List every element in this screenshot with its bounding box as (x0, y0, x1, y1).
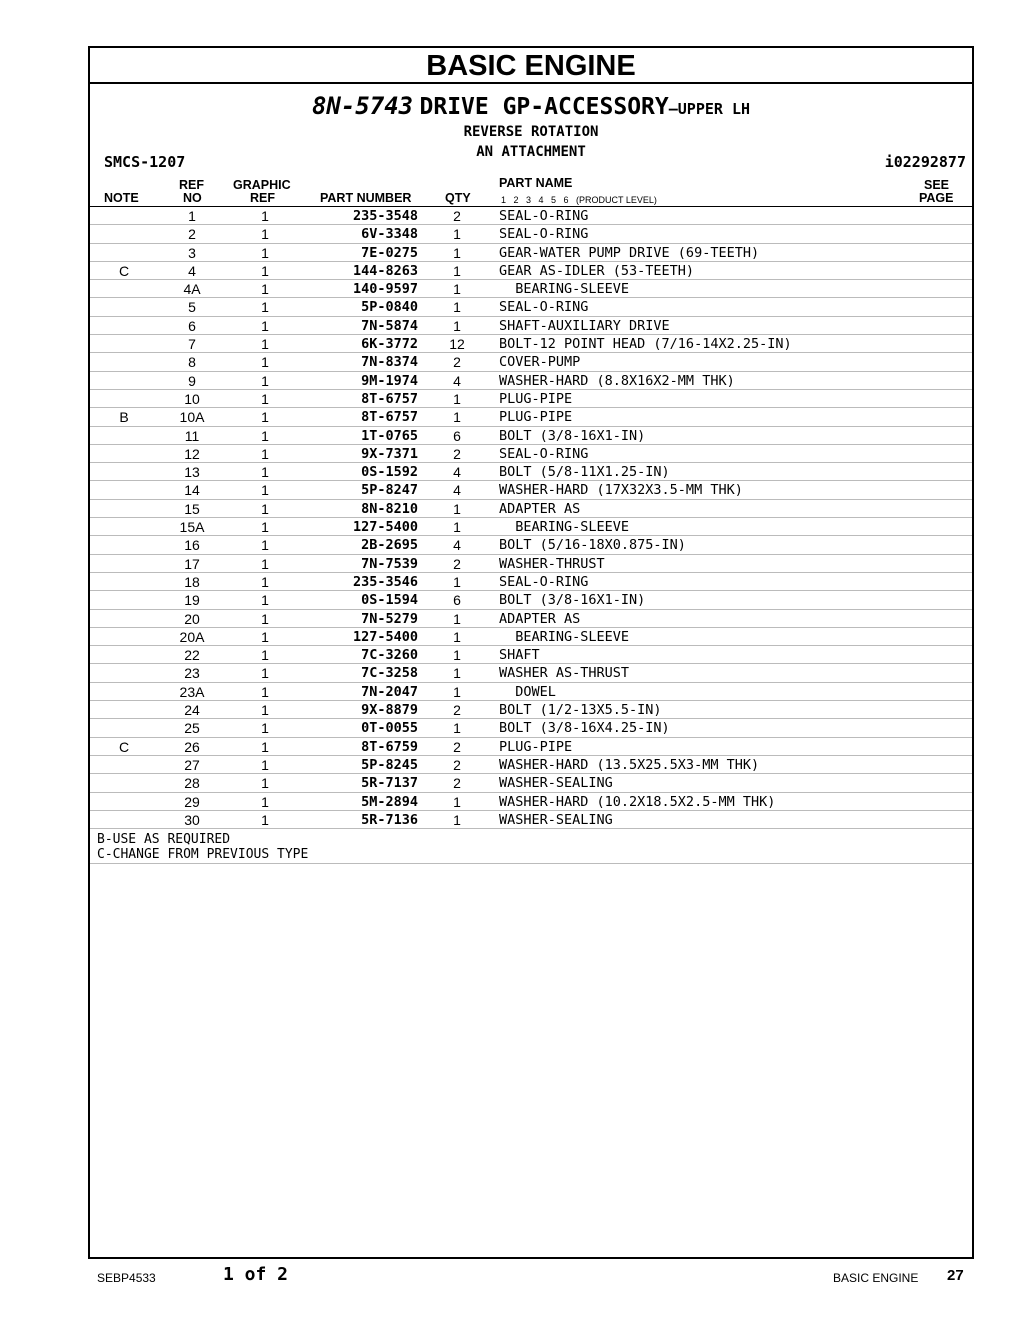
cell-qty: 1 (453, 610, 461, 627)
cell-ref-no: 9 (188, 372, 196, 389)
cell-graphic-ref: 1 (261, 519, 269, 536)
cell-part-name: SEAL-O-RING (499, 445, 589, 462)
cell-part-name: WASHER-THRUST (499, 555, 605, 572)
cell-graphic-ref: 1 (261, 208, 269, 224)
cell-part-name: PLUG-PIPE (499, 738, 573, 755)
cell-part-name: SEAL-O-RING (499, 226, 589, 243)
table-row (90, 298, 972, 316)
group-line-3: AN ATTACHMENT (476, 144, 586, 160)
cell-note: C (118, 262, 130, 279)
cell-qty: 1 (453, 720, 461, 737)
cell-part-number: 9X-8879 (361, 702, 418, 719)
group-name: DRIVE GP-ACCESSORY (419, 94, 669, 120)
cell-ref-no: 23A (179, 683, 205, 700)
cell-part-name: WASHER-HARD (13.5X25.5X3-MM THK) (499, 756, 760, 773)
cell-graphic-ref: 1 (261, 244, 269, 261)
cell-qty: 1 (453, 519, 461, 536)
cell-ref-no: 3 (188, 244, 196, 261)
cell-qty: 4 (453, 372, 461, 389)
cell-ref-no: 18 (184, 573, 200, 590)
cell-part-number: 6V-3348 (361, 226, 418, 243)
table-row (90, 335, 972, 353)
cell-qty: 4 (453, 537, 461, 554)
cell-graphic-ref: 1 (261, 464, 269, 481)
cell-part-number: 5P-0840 (361, 299, 418, 316)
cell-qty: 2 (453, 702, 461, 719)
table-row (90, 445, 972, 463)
cell-graphic-ref: 1 (261, 482, 269, 499)
table-row (90, 738, 972, 756)
col-see-page-2: PAGE (919, 191, 954, 205)
cell-ref-no: 10A (179, 409, 205, 426)
table-row (90, 427, 972, 445)
cell-qty: 4 (453, 464, 461, 481)
cell-part-name: SHAFT (499, 647, 540, 664)
cell-ref-no: 1 (188, 208, 196, 224)
cell-graphic-ref: 1 (261, 299, 269, 316)
cell-part-name: BOLT (3/8-16X1-IN) (499, 427, 646, 444)
cell-qty: 1 (453, 628, 461, 645)
table-row (90, 555, 972, 573)
cell-ref-no: 15 (184, 500, 200, 517)
cell-ref-no: 6 (188, 317, 196, 334)
cell-ref-no: 29 (184, 793, 200, 810)
cell-part-number: 7E-0275 (361, 244, 418, 261)
cell-qty: 1 (453, 647, 461, 664)
cell-part-number: 6K-3772 (361, 336, 418, 353)
cell-ref-no: 28 (184, 775, 200, 792)
cell-graphic-ref: 1 (261, 592, 269, 609)
section-title: BASIC ENGINE (90, 48, 972, 84)
table-row (90, 481, 972, 499)
table-row (90, 573, 972, 591)
cell-qty: 4 (453, 482, 461, 499)
cell-ref-no: 14 (184, 482, 200, 499)
cell-graphic-ref: 1 (261, 336, 269, 353)
cell-part-name: BOLT-12 POINT HEAD (7/16-14X2.25-IN) (499, 336, 792, 353)
cell-graphic-ref: 1 (261, 354, 269, 371)
cell-ref-no: 4A (183, 281, 201, 298)
notes-block (90, 829, 972, 864)
table-row (90, 280, 972, 298)
table-row (90, 664, 972, 682)
cell-qty: 1 (453, 665, 461, 682)
cell-graphic-ref: 1 (261, 226, 269, 243)
cell-qty: 2 (453, 445, 461, 462)
cell-part-name: BOLT (5/16-18X0.875-IN) (499, 537, 686, 554)
cell-qty: 1 (453, 244, 461, 261)
cell-qty: 1 (453, 683, 461, 700)
cell-part-number: 7C-3260 (361, 647, 418, 664)
document-ident: i02292877 (884, 153, 966, 171)
cell-part-name: GEAR-WATER PUMP DRIVE (69-TEETH) (499, 244, 760, 261)
note-b: B-USE AS REQUIRED (97, 832, 231, 848)
cell-part-number: 8N-8210 (361, 500, 418, 517)
table-row (90, 610, 972, 628)
table-row (90, 811, 972, 829)
table-row (90, 518, 972, 536)
cell-part-name: PLUG-PIPE (499, 409, 573, 426)
cell-part-name: SEAL-O-RING (499, 208, 589, 224)
table-row (90, 463, 972, 481)
col-ref-no-1: REF (179, 178, 204, 192)
cell-ref-no: 5 (188, 299, 196, 316)
cell-part-number: 5R-7137 (361, 775, 418, 792)
cell-part-number: 8T-6757 (361, 390, 418, 407)
col-graphic-ref-1: GRAPHIC (233, 178, 291, 192)
cell-part-number: 0S-1592 (361, 464, 418, 481)
table-row (90, 408, 972, 426)
cell-ref-no: 13 (184, 464, 200, 481)
col-part-name: PART NAME (499, 176, 573, 190)
col-part-number: PART NUMBER (320, 191, 412, 205)
table-row (90, 536, 972, 554)
table-row (90, 372, 972, 390)
cell-part-name: BEARING-SLEEVE (499, 519, 630, 536)
table-row (90, 774, 972, 792)
footer-page-number: 27 (947, 1267, 964, 1284)
cell-part-name: BEARING-SLEEVE (499, 281, 630, 298)
cell-qty: 2 (453, 738, 461, 755)
table-row (90, 207, 972, 225)
cell-part-name: PLUG-PIPE (499, 390, 573, 407)
cell-ref-no: 16 (184, 537, 200, 554)
cell-part-name: BOLT (3/8-16X4.25-IN) (499, 720, 670, 737)
cell-part-number: 140-9597 (352, 281, 418, 298)
cell-ref-no: 27 (184, 756, 200, 773)
cell-qty: 6 (453, 427, 461, 444)
smcs-row (90, 150, 972, 176)
cell-ref-no: 20A (179, 628, 205, 645)
table-row (90, 646, 972, 664)
cell-part-name: WASHER-SEALING (499, 775, 613, 792)
cell-part-number: 5R-7136 (361, 811, 418, 828)
cell-part-name: BOLT (5/8-11X1.25-IN) (499, 464, 670, 481)
col-graphic-ref-2: REF (250, 191, 275, 205)
group-part-number: 8N-5743 (311, 92, 414, 120)
col-qty: QTY (445, 191, 471, 205)
cell-part-name: ADAPTER AS (499, 610, 581, 627)
cell-qty: 1 (453, 573, 461, 590)
cell-part-number: 9X-7371 (361, 445, 418, 462)
group-subname: —UPPER LH (668, 100, 751, 118)
group-title (90, 84, 972, 122)
table-row (90, 719, 972, 737)
cell-ref-no: 4 (188, 262, 196, 279)
cell-graphic-ref: 1 (261, 756, 269, 773)
page-footer (0, 1262, 1020, 1288)
cell-graphic-ref: 1 (261, 445, 269, 462)
cell-qty: 1 (453, 317, 461, 334)
cell-ref-no: 25 (184, 720, 200, 737)
cell-graphic-ref: 1 (261, 683, 269, 700)
cell-part-name: WASHER-SEALING (499, 811, 613, 828)
cell-graphic-ref: 1 (261, 390, 269, 407)
parts-list (90, 207, 972, 829)
cell-ref-no: 7 (188, 336, 196, 353)
cell-graphic-ref: 1 (261, 427, 269, 444)
cell-graphic-ref: 1 (261, 793, 269, 810)
cell-qty: 1 (453, 281, 461, 298)
cell-qty: 1 (453, 811, 461, 828)
cell-part-number: 235-3546 (352, 573, 418, 590)
cell-qty: 1 (453, 262, 461, 279)
cell-part-number: 2B-2695 (361, 537, 418, 554)
cell-part-name: ADAPTER AS (499, 500, 581, 517)
cell-qty: 2 (453, 775, 461, 792)
cell-qty: 12 (449, 336, 465, 353)
cell-part-number: 7N-5874 (361, 317, 418, 334)
cell-part-number: 7N-5279 (361, 610, 418, 627)
cell-graphic-ref: 1 (261, 573, 269, 590)
cell-part-number: 9M-1974 (361, 372, 418, 389)
cell-part-number: 0T-0055 (361, 720, 418, 737)
cell-qty: 1 (453, 500, 461, 517)
cell-graphic-ref: 1 (261, 665, 269, 682)
parts-sheet (88, 46, 974, 1259)
table-row (90, 225, 972, 243)
cell-ref-no: 19 (184, 592, 200, 609)
cell-graphic-ref: 1 (261, 262, 269, 279)
cell-qty: 2 (453, 756, 461, 773)
table-row (90, 317, 972, 335)
col-note: NOTE (104, 191, 139, 205)
table-row (90, 701, 972, 719)
footer-doc-id: SEBP4533 (97, 1271, 156, 1285)
smcs-code: SMCS-1207 (104, 153, 186, 171)
cell-part-name: SEAL-O-RING (499, 573, 589, 590)
cell-graphic-ref: 1 (261, 537, 269, 554)
table-row (90, 353, 972, 371)
cell-graphic-ref: 1 (261, 409, 269, 426)
cell-part-number: 127-5400 (352, 519, 418, 536)
cell-part-name: BEARING-SLEEVE (499, 628, 630, 645)
cell-part-name: BOLT (3/8-16X1-IN) (499, 592, 646, 609)
cell-qty: 1 (453, 409, 461, 426)
cell-note: B (119, 409, 129, 426)
cell-part-name: COVER-PUMP (499, 354, 581, 371)
cell-ref-no: 2 (188, 226, 196, 243)
cell-part-number: 127-5400 (352, 628, 418, 645)
cell-part-number: 5P-8247 (361, 482, 418, 499)
cell-graphic-ref: 1 (261, 775, 269, 792)
cell-part-number: 7N-8374 (361, 354, 418, 371)
cell-ref-no: 12 (184, 445, 200, 462)
cell-part-number: 5P-8245 (361, 756, 418, 773)
cell-part-number: 7N-2047 (361, 683, 418, 700)
col-product-levels: 1 2 3 4 5 6 (PRODUCT LEVEL) (501, 195, 657, 205)
group-header (90, 84, 972, 160)
table-row (90, 591, 972, 609)
cell-part-name: SEAL-O-RING (499, 299, 589, 316)
cell-qty: 1 (453, 299, 461, 316)
table-row (90, 756, 972, 774)
cell-part-number: 144-8263 (352, 262, 418, 279)
cell-ref-no: 15A (179, 519, 205, 536)
col-see-page-1: SEE (924, 178, 950, 192)
cell-qty: 2 (453, 354, 461, 371)
cell-part-number: 235-3548 (352, 208, 418, 224)
cell-part-name: SHAFT-AUXILIARY DRIVE (499, 317, 670, 334)
cell-qty: 2 (453, 555, 461, 572)
cell-part-number: 1T-0765 (361, 427, 418, 444)
cell-part-name: GEAR AS-IDLER (53-TEETH) (499, 262, 695, 279)
table-row (90, 683, 972, 701)
table-row (90, 500, 972, 518)
cell-part-number: 0S-1594 (361, 592, 418, 609)
cell-qty: 2 (453, 208, 461, 224)
cell-graphic-ref: 1 (261, 647, 269, 664)
cell-part-name: WASHER-HARD (8.8X16X2-MM THK) (499, 372, 735, 389)
group-line-2: REVERSE ROTATION (463, 124, 599, 140)
cell-ref-no: 30 (184, 811, 200, 828)
cell-graphic-ref: 1 (261, 702, 269, 719)
cell-part-name: DOWEL (499, 683, 556, 700)
cell-graphic-ref: 1 (261, 281, 269, 298)
table-row (90, 262, 972, 280)
cell-graphic-ref: 1 (261, 811, 269, 828)
table-row (90, 244, 972, 262)
cell-qty: 1 (453, 226, 461, 243)
cell-graphic-ref: 1 (261, 628, 269, 645)
cell-graphic-ref: 1 (261, 738, 269, 755)
cell-part-number: 8T-6759 (361, 738, 418, 755)
cell-qty: 1 (453, 793, 461, 810)
cell-note: C (118, 738, 130, 755)
note-c: C-CHANGE FROM PREVIOUS TYPE (97, 847, 309, 863)
cell-graphic-ref: 1 (261, 555, 269, 572)
cell-ref-no: 8 (188, 354, 196, 371)
cell-part-number: 8T-6757 (361, 409, 418, 426)
cell-part-name: WASHER-HARD (17X32X3.5-MM THK) (499, 482, 743, 499)
footer-section: BASIC ENGINE (833, 1271, 919, 1285)
cell-ref-no: 26 (184, 738, 200, 755)
footer-page-of: 1 of 2 (223, 1264, 289, 1285)
cell-graphic-ref: 1 (261, 317, 269, 334)
cell-graphic-ref: 1 (261, 610, 269, 627)
cell-ref-no: 10 (184, 390, 200, 407)
cell-ref-no: 11 (184, 427, 200, 444)
cell-ref-no: 17 (184, 555, 200, 572)
cell-part-number: 7C-3258 (361, 665, 418, 682)
table-row (90, 793, 972, 811)
cell-graphic-ref: 1 (261, 720, 269, 737)
cell-part-name: WASHER AS-THRUST (499, 665, 630, 682)
cell-part-name: BOLT (1/2-13X5.5-IN) (499, 702, 662, 719)
column-header (90, 176, 972, 207)
col-ref-no-2: NO (183, 191, 202, 205)
cell-part-name: WASHER-HARD (10.2X18.5X2.5-MM THK) (499, 793, 776, 810)
cell-ref-no: 23 (184, 665, 200, 682)
table-row (90, 628, 972, 646)
cell-graphic-ref: 1 (261, 372, 269, 389)
cell-graphic-ref: 1 (261, 500, 269, 517)
cell-part-number: 5M-2894 (361, 793, 418, 810)
cell-qty: 6 (453, 592, 461, 609)
cell-ref-no: 22 (184, 647, 200, 664)
cell-ref-no: 20 (184, 610, 200, 627)
cell-qty: 1 (453, 390, 461, 407)
table-row (90, 390, 972, 408)
cell-part-number: 7N-7539 (361, 555, 418, 572)
cell-ref-no: 24 (184, 702, 200, 719)
